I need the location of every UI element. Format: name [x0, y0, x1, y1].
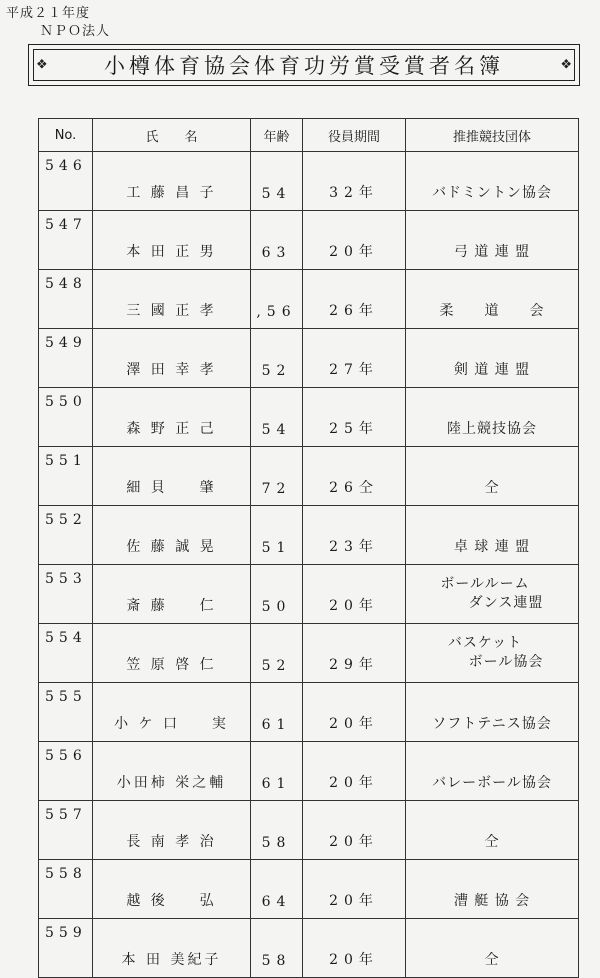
service-term: 20年 — [303, 565, 406, 624]
table-header-row — [39, 119, 579, 152]
recommending-organization — [406, 565, 579, 624]
recommending-organization: 卓 球 連 盟 — [406, 506, 579, 565]
recipient-name: 本 田 正 男 — [93, 211, 251, 270]
service-term: 20年 — [303, 742, 406, 801]
recipient-name: 森 野 正 己 — [93, 388, 251, 447]
recipient-age: 58 — [251, 801, 303, 860]
service-term: 23年 — [303, 506, 406, 565]
table-row — [39, 211, 579, 270]
recipient-name: 小 ケ 口 実 — [93, 683, 251, 742]
row-number: 556 — [39, 742, 93, 801]
recipient-name: 斎 藤 仁 — [93, 565, 251, 624]
service-term: 20年 — [303, 211, 406, 270]
recommending-organization: 仝 — [406, 919, 579, 978]
table-row — [39, 860, 579, 919]
ornament-right-icon: ❖ — [560, 57, 572, 73]
row-number: 555 — [39, 683, 93, 742]
recommending-organization: 漕 艇 協 会 — [406, 860, 579, 919]
recipient-age: 50 — [251, 565, 303, 624]
recipient-age: 63 — [251, 211, 303, 270]
recipient-age: 72 — [251, 447, 303, 506]
service-term: 25年 — [303, 388, 406, 447]
table-row — [39, 919, 579, 978]
row-number: 552 — [39, 506, 93, 565]
recommending-organization: バドミントン協会 — [406, 152, 579, 211]
table-row — [39, 388, 579, 447]
table-row — [39, 801, 579, 860]
service-term: 27年 — [303, 329, 406, 388]
recommending-organization: 仝 — [406, 801, 579, 860]
organization-line-2: ダンス連盟 — [468, 595, 544, 611]
service-term: 26年 — [303, 270, 406, 329]
recipient-age: 61 — [251, 683, 303, 742]
award-recipients-table — [38, 118, 579, 978]
row-number: 557 — [39, 801, 93, 860]
table-row — [39, 565, 579, 624]
table-row — [39, 742, 579, 801]
recipient-name: 三 國 正 孝 — [93, 270, 251, 329]
recipient-age: 52 — [251, 329, 303, 388]
header-name: 氏 名 — [93, 119, 251, 152]
recommending-organization: 剣 道 連 盟 — [406, 329, 579, 388]
recipient-age: 54 — [251, 388, 303, 447]
title-banner — [28, 44, 580, 86]
row-number: 559 — [39, 919, 93, 978]
ornament-left-icon: ❖ — [36, 57, 48, 73]
table-row — [39, 152, 579, 211]
row-number: 547 — [39, 211, 93, 270]
service-term: 20年 — [303, 801, 406, 860]
row-number: 550 — [39, 388, 93, 447]
row-number: 554 — [39, 624, 93, 683]
header-no: No. — [39, 119, 93, 152]
row-number: 548 — [39, 270, 93, 329]
recipient-name: 細 貝 肇 — [93, 447, 251, 506]
recipient-age: ,56 — [251, 270, 303, 329]
recipient-name: 佐 藤 誠 晃 — [93, 506, 251, 565]
row-number: 546 — [39, 152, 93, 211]
organization-line-1: バスケット — [447, 635, 523, 651]
recommending-organization — [406, 624, 579, 683]
service-term: 32年 — [303, 152, 406, 211]
recommending-organization: 柔 道 会 — [406, 270, 579, 329]
row-number: 551 — [39, 447, 93, 506]
recommending-organization: バレーボール協会 — [406, 742, 579, 801]
recipient-name: 澤 田 幸 孝 — [93, 329, 251, 388]
organization-type-label: ＮＰＯ法人 — [40, 24, 111, 39]
recipient-age: 52 — [251, 624, 303, 683]
service-term: 20年 — [303, 919, 406, 978]
recommending-organization: 仝 — [406, 447, 579, 506]
recipient-name: 工 藤 昌 子 — [93, 152, 251, 211]
organization-line-2: ボール協会 — [468, 654, 544, 670]
row-number: 558 — [39, 860, 93, 919]
fiscal-year-label: 平成２１年度 — [6, 6, 91, 21]
header-age: 年齢 — [251, 119, 303, 152]
header-term: 役員期間 — [303, 119, 406, 152]
table-row — [39, 506, 579, 565]
recipient-name: 本 田 美紀子 — [93, 919, 251, 978]
document-title: 小樽体育協会体育功労賞受賞者名簿 — [104, 54, 504, 78]
table-row — [39, 270, 579, 329]
organization-line-1: ボールルーム — [440, 576, 530, 592]
recipient-age: 61 — [251, 742, 303, 801]
recipient-age: 58 — [251, 919, 303, 978]
recommending-organization: ソフトテニス協会 — [406, 683, 579, 742]
service-term: 20年 — [303, 683, 406, 742]
header-organization: 推推競技団体 — [406, 119, 579, 152]
table-row — [39, 447, 579, 506]
recipient-age: 51 — [251, 506, 303, 565]
table-row — [39, 329, 579, 388]
recipient-age: 64 — [251, 860, 303, 919]
recipient-name: 笠 原 啓 仁 — [93, 624, 251, 683]
service-term: 26仝 — [303, 447, 406, 506]
recipient-name: 長 南 孝 治 — [93, 801, 251, 860]
table-row — [39, 683, 579, 742]
recipient-age: 54 — [251, 152, 303, 211]
recipient-name: 小田柿 栄之輔 — [93, 742, 251, 801]
service-term: 20年 — [303, 860, 406, 919]
row-number: 553 — [39, 565, 93, 624]
service-term: 29年 — [303, 624, 406, 683]
recommending-organization: 弓 道 連 盟 — [406, 211, 579, 270]
table-row — [39, 624, 579, 683]
row-number: 549 — [39, 329, 93, 388]
recommending-organization: 陸上競技協会 — [406, 388, 579, 447]
recipient-name: 越 後 弘 — [93, 860, 251, 919]
